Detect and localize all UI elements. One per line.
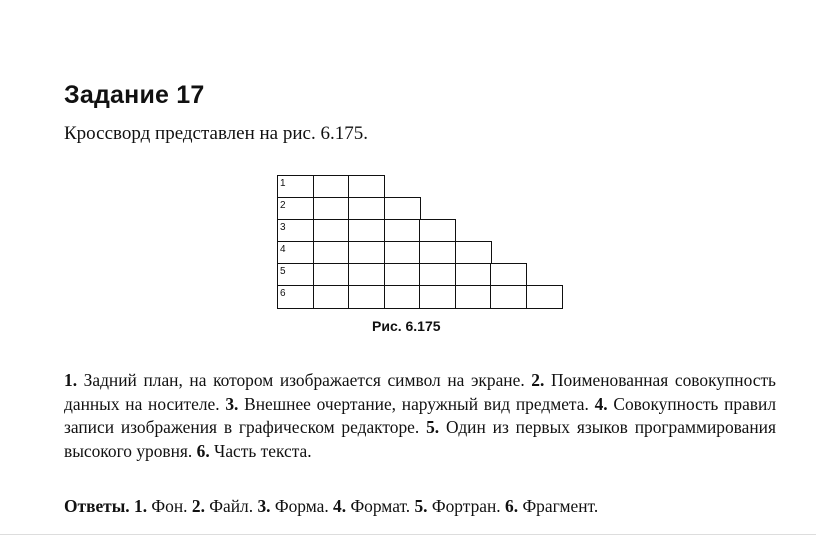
crossword-cell xyxy=(348,285,385,309)
answer-text: Формат. xyxy=(350,496,411,516)
row-number: 4 xyxy=(280,244,286,255)
crossword-grid xyxy=(277,175,561,307)
answer-number: 1. xyxy=(134,496,148,516)
crossword-cell xyxy=(348,241,385,265)
answer-number: 6. xyxy=(505,496,519,516)
answer-text: Фон. xyxy=(151,496,188,516)
clue-number: 4. xyxy=(594,393,608,414)
crossword-cell xyxy=(384,219,421,243)
crossword-cell xyxy=(313,241,350,265)
crossword-cell xyxy=(348,219,385,243)
crossword-cell-numbered xyxy=(277,175,314,199)
answer-number: 5. xyxy=(414,496,428,516)
clue-text: Совокупность правил записи изображения в графическом редакторе. xyxy=(64,393,777,438)
crossword-cell xyxy=(419,263,456,287)
crossword-cell xyxy=(313,285,350,309)
crossword-cell-numbered xyxy=(277,241,314,265)
task-intro: Кроссворд представлен на рис. 6.175. xyxy=(64,123,368,144)
row-number: 6 xyxy=(280,288,286,299)
clues-paragraph xyxy=(64,369,776,463)
crossword-cell xyxy=(348,175,385,199)
clue-text: Часть текста. xyxy=(214,440,312,461)
crossword-cell xyxy=(313,263,350,287)
answer-number: 2. xyxy=(191,496,205,516)
crossword-cell xyxy=(313,175,350,199)
crossword-cell-numbered xyxy=(277,219,314,243)
crossword-cell xyxy=(384,263,421,287)
crossword-cell xyxy=(313,219,350,243)
crossword-cell xyxy=(419,241,456,265)
crossword-cell-numbered xyxy=(277,263,314,287)
clue-number: 5. xyxy=(426,417,440,438)
crossword-cell xyxy=(455,285,492,309)
crossword-cell xyxy=(419,285,456,309)
crossword-cell xyxy=(490,285,527,309)
crossword-cell xyxy=(384,197,421,221)
answer-text: Фрагмент. xyxy=(522,496,599,516)
row-number: 2 xyxy=(280,200,286,211)
figure-caption: Рис. 6.175 xyxy=(372,318,441,334)
divider xyxy=(0,534,816,535)
answer-number: 4. xyxy=(333,496,347,516)
task-title: Задание 17 xyxy=(64,81,205,109)
row-number: 3 xyxy=(280,222,286,233)
clue-text: Внешнее очертание, наружный вид предмета. xyxy=(244,393,589,414)
crossword-cell-numbered xyxy=(277,285,314,309)
clue-number: 3. xyxy=(225,393,239,414)
clue-number: 6. xyxy=(196,440,210,461)
answers-label: Ответы. xyxy=(64,496,130,516)
crossword-cell xyxy=(455,241,492,265)
answers-line xyxy=(64,495,776,518)
clue-text: Поименованная совокупность данных на носителе. xyxy=(64,370,776,414)
crossword-cell xyxy=(348,197,385,221)
crossword-cell xyxy=(384,241,421,265)
crossword-cell xyxy=(313,197,350,221)
crossword-cell xyxy=(384,285,421,309)
answer-text: Файл. xyxy=(209,496,254,516)
clue-text: Задний план, на котором изображается символ на экране. xyxy=(83,370,525,390)
answer-text: Фортран. xyxy=(431,496,501,516)
row-number: 1 xyxy=(280,178,286,189)
crossword-cell xyxy=(526,285,563,309)
clue-text: Один из первых языков программирования высокого уровня. xyxy=(64,417,776,461)
answer-text: Форма. xyxy=(274,496,329,516)
row-number: 5 xyxy=(280,266,286,277)
clue-number: 2. xyxy=(531,370,545,390)
crossword-cell-numbered xyxy=(277,197,314,221)
crossword-cell xyxy=(348,263,385,287)
crossword-cell xyxy=(455,263,492,287)
clue-number: 1. xyxy=(64,370,78,390)
crossword-cell xyxy=(490,263,527,287)
crossword-cell xyxy=(419,219,456,243)
answer-number: 3. xyxy=(257,496,271,516)
